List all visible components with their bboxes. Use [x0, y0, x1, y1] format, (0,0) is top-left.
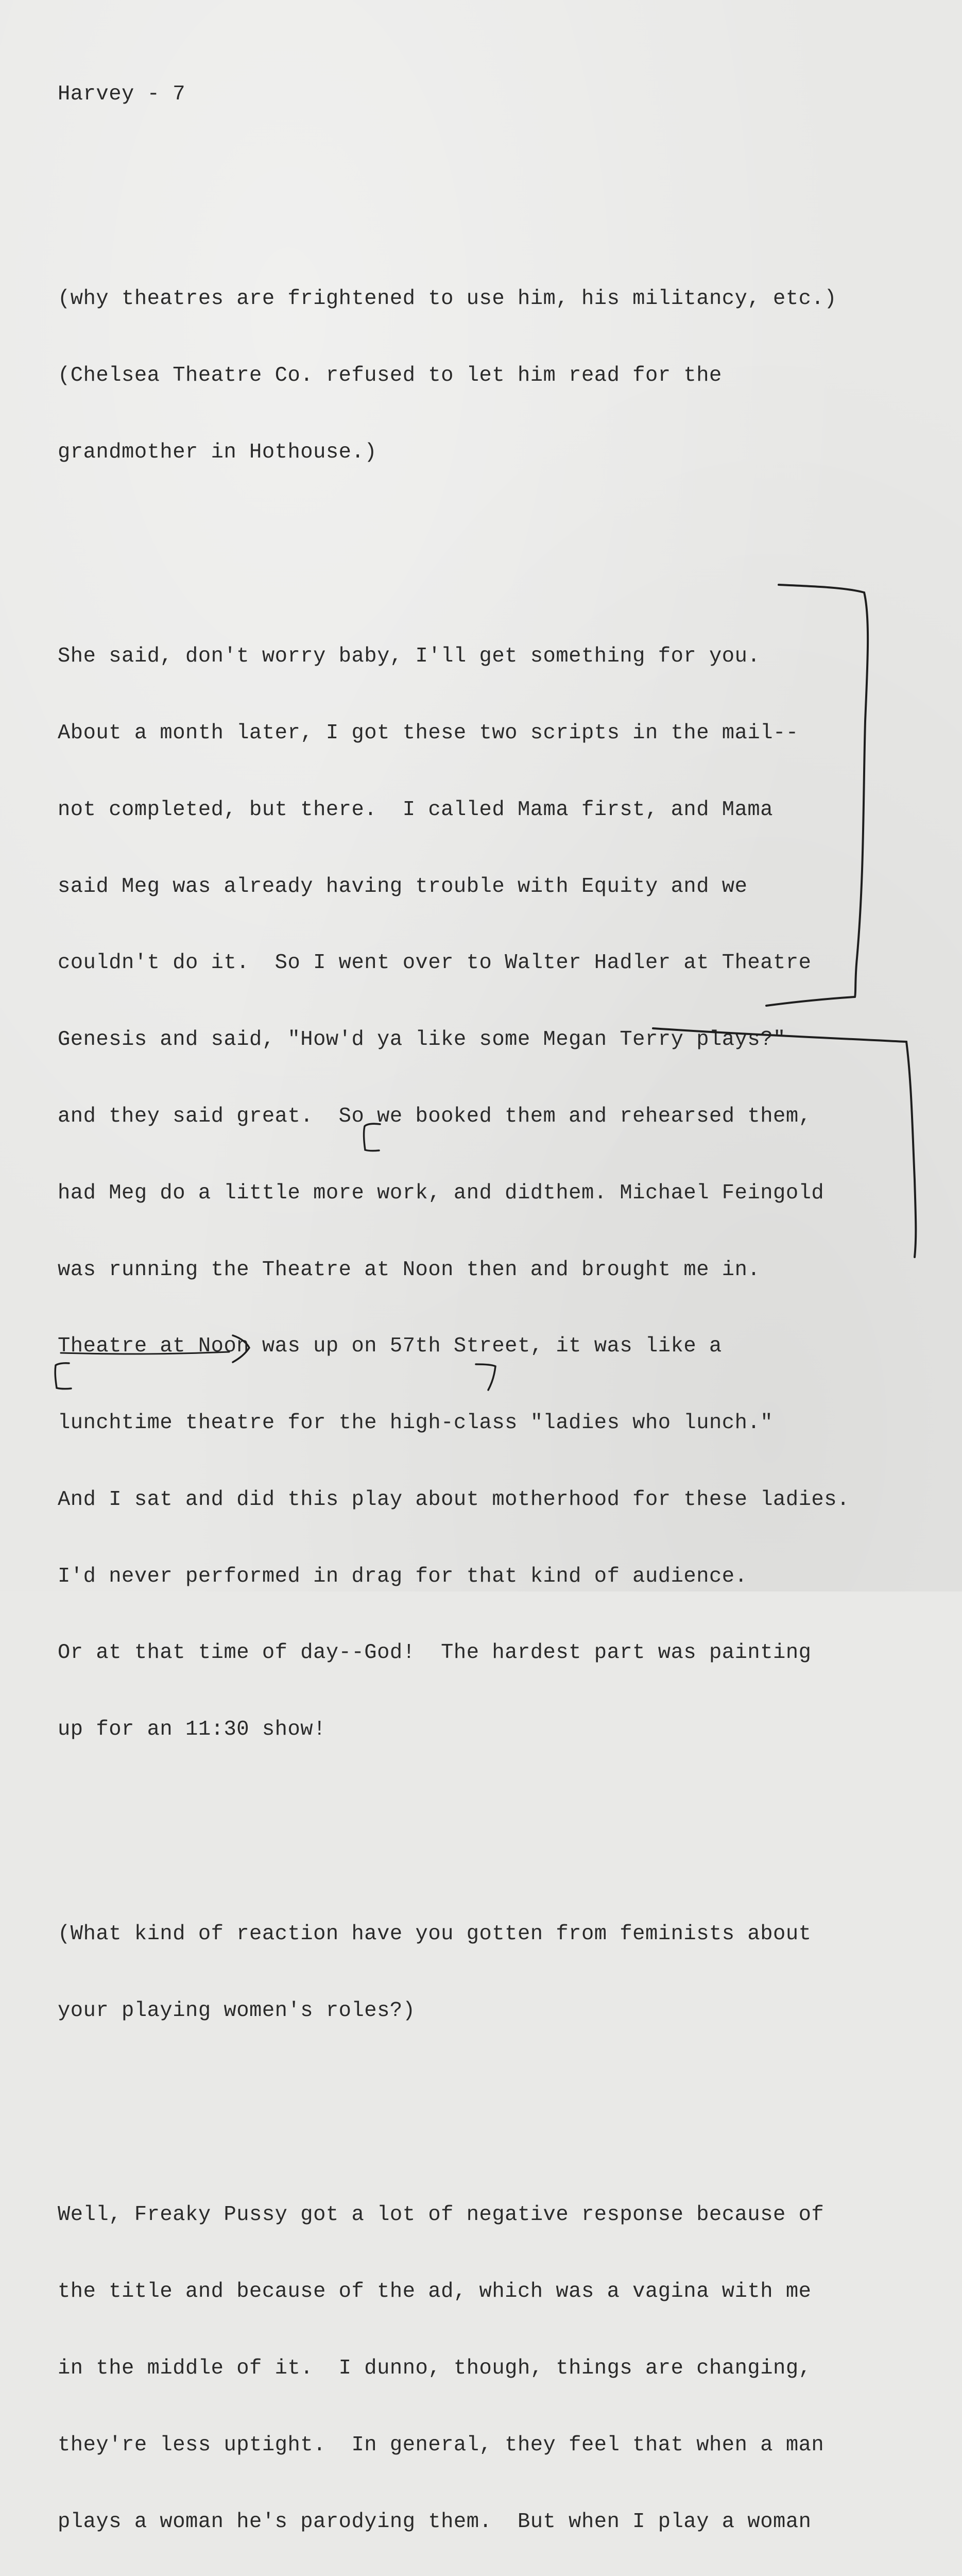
question-line: (why theatres are frightened to use him, his militancy, etc.) — [58, 286, 837, 311]
answer-line: not completed, but there. I called Mama first, and Mama — [58, 798, 774, 822]
answer-line: they're less uptight. In general, they feel that when a man — [58, 2433, 824, 2457]
question-line: grandmother in Hothouse.) — [58, 440, 377, 464]
answer-line: I'd never performed in drag for that kind of audience. — [58, 1564, 748, 1588]
answer-line: the title and because of the ad, which was a vagina with me — [58, 2280, 812, 2304]
question-line: (Chelsea Theatre Co. refused to let him read for the — [58, 363, 722, 387]
answer-line: Or at that time of day--God! The hardest part was painting — [58, 1641, 812, 1665]
answer-line: and they said great. So we booked them and rehearsed them, — [58, 1104, 812, 1128]
answer-line: Genesis and said, "How'd ya like some Megan Terry plays?" — [58, 1028, 786, 1052]
question-line: your playing women's roles?) — [58, 1998, 416, 2023]
answer-line: Well, Freaky Pussy got a lot of negative response because of — [58, 2203, 824, 2227]
answer-line: in the middle of it. I dunno, though, things are changing, — [58, 2357, 812, 2381]
answer-line: couldn't do it. So I went over to Walter Hadler at Theatre — [58, 951, 812, 975]
page-header: Harvey - 7 — [58, 82, 186, 107]
answer-line: She said, don't worry baby, I'll get something for you. — [58, 645, 761, 669]
answer-line: said Meg was already having trouble with Equity and we — [58, 874, 748, 899]
answer-line: Theatre at Noon was up on 57th Street, it was like a — [58, 1334, 722, 1359]
answer-line: plays a woman he's parodying them. But when I play a woman — [58, 2510, 812, 2534]
typescript-body — [58, 31, 933, 2576]
answer-line: About a month later, I got these two scripts in the mail-- — [58, 721, 799, 745]
answer-line: was running the Theatre at Noon then and brought me in. — [58, 1258, 761, 1282]
answer-line: had Meg do a little more work, and didthem. Michael Feingold — [58, 1181, 824, 1205]
question-line: (What kind of reaction have you gotten from feminists about — [58, 1922, 812, 1946]
answer-line: And I sat and did this play about motherhood for these ladies. — [58, 1487, 850, 1512]
answer-line: up for an 11:30 show! — [58, 1718, 326, 1742]
answer-line: lunchtime theatre for the high-class "ladies who lunch." — [58, 1411, 774, 1435]
